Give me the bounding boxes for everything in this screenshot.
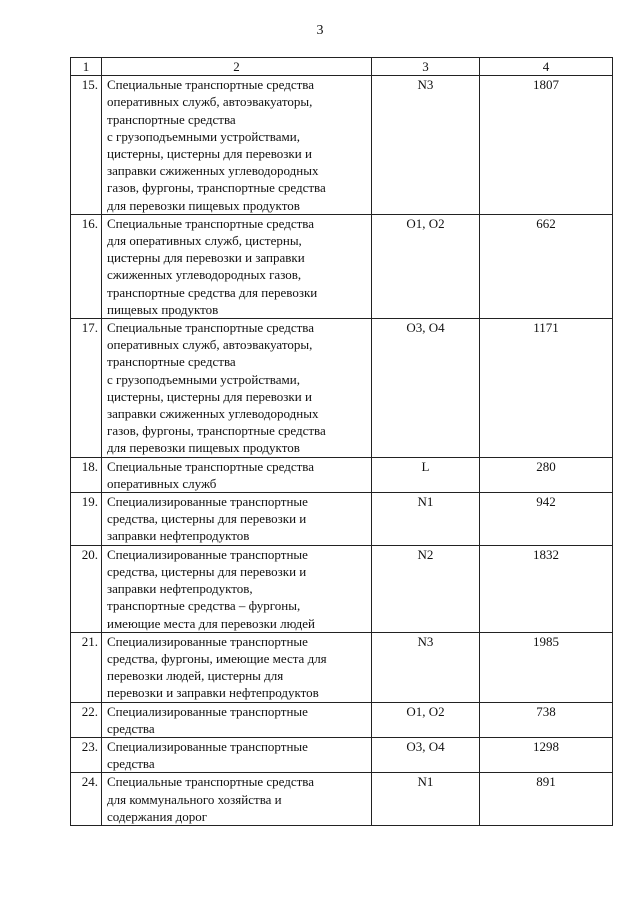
description-line: цистерны для перевозки и заправки [107,250,305,266]
description-line: транспортные средства – фургоны, [107,598,301,614]
description-line: газов, фургоны, транспортные средства [107,423,326,439]
rate-value: 1171 [480,319,613,458]
table-row [71,632,613,702]
description-line: Специализированные транспортные [107,494,308,510]
row-number: 20. [71,545,102,632]
vehicle-category: N3 [372,632,480,702]
description-line: средства [107,720,155,736]
description-line: сжиженных углеводородных газов, [107,267,302,283]
description-line: Специализированные транспортные [107,546,308,562]
description-line: для оперативных служб, цистерны, [107,233,302,249]
vehicle-description [102,457,372,492]
vehicle-description [102,493,372,546]
table-row [71,702,613,737]
description-line: для перевозки пищевых продуктов [107,440,300,456]
vehicle-description [102,702,372,737]
description-line: средства [107,756,155,772]
rate-value: 1985 [480,632,613,702]
description-line: цистерны, цистерны для перевозки и [107,388,312,404]
header-cell-3: 3 [372,58,480,76]
row-number: 24. [71,773,102,826]
row-number: 22. [71,702,102,737]
page-number: 3 [316,23,324,38]
description-line: Специальные транспортные средства [107,215,315,231]
row-number: 17. [71,319,102,458]
table-row [71,545,613,632]
description-line: транспортные средства [107,111,236,127]
description-line: Специальные транспортные средства [107,320,315,336]
vehicle-category: O1, O2 [372,702,480,737]
vehicle-category: O3, O4 [372,737,480,772]
row-number: 16. [71,214,102,318]
description-line: с грузоподъемными устройствами, [107,371,300,387]
rate-value: 1807 [480,76,613,215]
description-line: для перевозки пищевых продуктов [107,197,300,213]
description-line: цистерны, цистерны для перевозки и [107,146,312,162]
description-line: Специализированные транспортные [107,703,308,719]
description-line: пищевых продуктов [107,301,219,317]
description-line: с грузоподъемными устройствами, [107,128,300,144]
description-line: средства, цистерны для перевозки и [107,563,307,579]
vehicle-description [102,214,372,318]
description-line: заправки сжиженных углеводородных [107,406,319,422]
vehicle-description [102,632,372,702]
description-line: содержания дорог [107,808,208,824]
rate-value: 280 [480,457,613,492]
description-line: перевозки и заправки нефтепродуктов [107,685,319,701]
table-row [71,319,613,458]
vehicle-description [102,737,372,772]
vehicle-category: N1 [372,493,480,546]
row-number: 15. [71,76,102,215]
rate-value: 942 [480,493,613,546]
description-line: Специальные транспортные средства [107,774,315,790]
row-number: 19. [71,493,102,546]
description-line: имеющие места для перевозки людей [107,615,316,631]
vehicle-description [102,319,372,458]
description-line: Специальные транспортные средства [107,77,315,93]
description-line: Специализированные транспортные [107,738,308,754]
vehicle-category: L [372,457,480,492]
table-header-row [71,58,613,76]
description-line: заправки нефтепродуктов, [107,581,253,597]
description-line: средства, цистерны для перевозки и [107,511,307,527]
vehicle-category: N3 [372,76,480,215]
table-body [71,58,613,826]
table-row [71,737,613,772]
description-line: Специализированные транспортные [107,633,308,649]
vehicle-category: O1, O2 [372,214,480,318]
vehicle-description [102,545,372,632]
vehicle-description [102,76,372,215]
table-row [71,773,613,826]
description-line: оперативных служб, автоэвакуаторы, [107,337,313,353]
description-line: заправки сжиженных углеводородных [107,163,319,179]
description-line: заправки нефтепродуктов [107,528,250,544]
vehicle-category: O3, O4 [372,319,480,458]
description-line: средства, фургоны, имеющие места для [107,650,327,666]
description-line: перевозки людей, цистерны для [107,668,284,684]
table-row [71,76,613,215]
header-cell-2: 2 [102,58,372,76]
vehicle-description [102,773,372,826]
rate-value: 662 [480,214,613,318]
rate-value: 738 [480,702,613,737]
vehicle-category: N1 [372,773,480,826]
header-cell-4: 4 [480,58,613,76]
table-row [71,214,613,318]
table-row [71,457,613,492]
description-line: для коммунального хозяйства и [107,791,282,807]
rate-value: 891 [480,773,613,826]
description-line: оперативных служб, автоэвакуаторы, [107,94,313,110]
vehicle-category-table [70,57,613,826]
row-number: 18. [71,457,102,492]
description-line: транспортные средства для перевозки [107,284,318,300]
rate-value: 1298 [480,737,613,772]
description-line: оперативных служб [107,475,217,491]
description-line: транспортные средства [107,354,236,370]
header-cell-1: 1 [71,58,102,76]
row-number: 21. [71,632,102,702]
rate-value: 1832 [480,545,613,632]
table-row [71,493,613,546]
description-line: Специальные транспортные средства [107,458,315,474]
row-number: 23. [71,737,102,772]
vehicle-category: N2 [372,545,480,632]
description-line: газов, фургоны, транспортные средства [107,180,326,196]
